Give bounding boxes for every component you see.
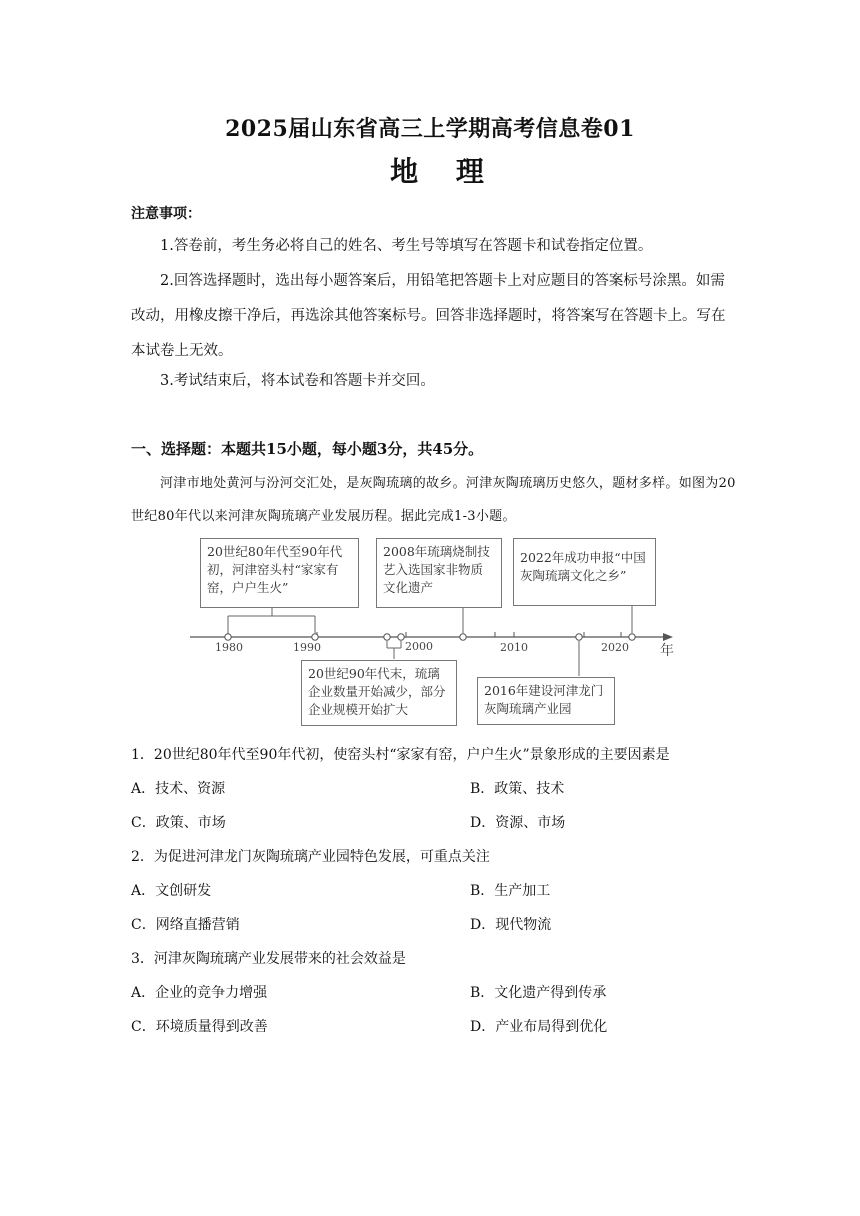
question-1-option-b[interactable]: B．政策、技术 xyxy=(470,781,565,797)
event-box-2016: 2016年建设河津龙门灰陶琉璃产业园 xyxy=(477,677,615,725)
notice-heading: 注意事项： xyxy=(131,206,201,222)
question-2-option-a[interactable]: A．文创研发 xyxy=(131,883,212,899)
question-1-stem: 1．20世纪80年代至90年代初，使窑头村“家家有窑，户户生火”景象形成的主要因素是 xyxy=(131,747,670,763)
axis-unit: 年 xyxy=(660,643,674,659)
tick-label: 2000 xyxy=(405,640,433,653)
question-1-option-c[interactable]: C．政策、市场 xyxy=(131,815,226,831)
event-box-1980s: 20世纪80年代至90年代初，河津窑头村“家家有窑，户户生火” xyxy=(200,538,359,608)
question-2-option-b[interactable]: B．生产加工 xyxy=(470,883,551,899)
notice-item-2: 2.回答选择题时，选出每小题答案后，用铅笔把答题卡上对应题目的答案标号涂黑。如需改动，用橡皮擦干净后，再选涂其他答案标号。回答非选择题时，将答案写在答题卡上。写在本试卷上无效。 xyxy=(131,273,726,359)
tick-label: 1980 xyxy=(215,641,243,654)
question-3-option-d[interactable]: D．产业布局得到优化 xyxy=(470,1019,608,1035)
section-intro: 河津市地处黄河与汾河交汇处，是灰陶琉璃的故乡。河津灰陶琉璃历史悠久，题材多样。如图为20世纪80年代以来河津灰陶琉璃产业发展历程。据此完成1-3小题。 xyxy=(131,476,736,524)
question-2-stem: 2．为促进河津龙门灰陶琉璃产业园特色发展，可重点关注 xyxy=(131,849,490,865)
subject-title: 地 理 xyxy=(390,155,498,188)
question-3-stem: 3．河津灰陶琉璃产业发展带来的社会效益是 xyxy=(131,951,406,967)
tick-label: 2010 xyxy=(500,641,528,654)
tick-label: 1990 xyxy=(293,641,321,654)
question-3-option-c[interactable]: C．环境质量得到改善 xyxy=(131,1019,268,1035)
question-3-option-a[interactable]: A．企业的竞争力增强 xyxy=(131,985,268,1001)
tick-label: 2020 xyxy=(601,641,629,654)
event-box-2008: 2008年琉璃烧制技艺入选国家非物质文化遗产 xyxy=(376,538,502,608)
exam-title: 2025届山东省高三上学期高考信息卷01 xyxy=(225,116,635,142)
question-3-option-b[interactable]: B．文化遗产得到传承 xyxy=(470,985,607,1001)
event-box-1990s: 20世纪90年代末，琉璃企业数量开始减少，部分企业规模开始扩大 xyxy=(301,660,457,726)
event-box-2022: 2022年成功申报“中国灰陶琉璃文化之乡” xyxy=(513,538,656,606)
question-2-option-d[interactable]: D．现代物流 xyxy=(470,917,552,933)
question-1-option-d[interactable]: D．资源、市场 xyxy=(470,815,566,831)
notice-item-1: 1.答卷前，考生务必将自己的姓名、考生号等填写在答题卡和试卷指定位置。 xyxy=(160,238,653,254)
question-2-option-c[interactable]: C．网络直播营销 xyxy=(131,917,240,933)
question-1-option-a[interactable]: A．技术、资源 xyxy=(131,781,226,797)
section-heading: 一、选择题：本题共15小题，每小题3分，共45分。 xyxy=(131,440,484,458)
notice-item-3: 3.考试结束后，将本试卷和答题卡并交回。 xyxy=(160,373,435,389)
